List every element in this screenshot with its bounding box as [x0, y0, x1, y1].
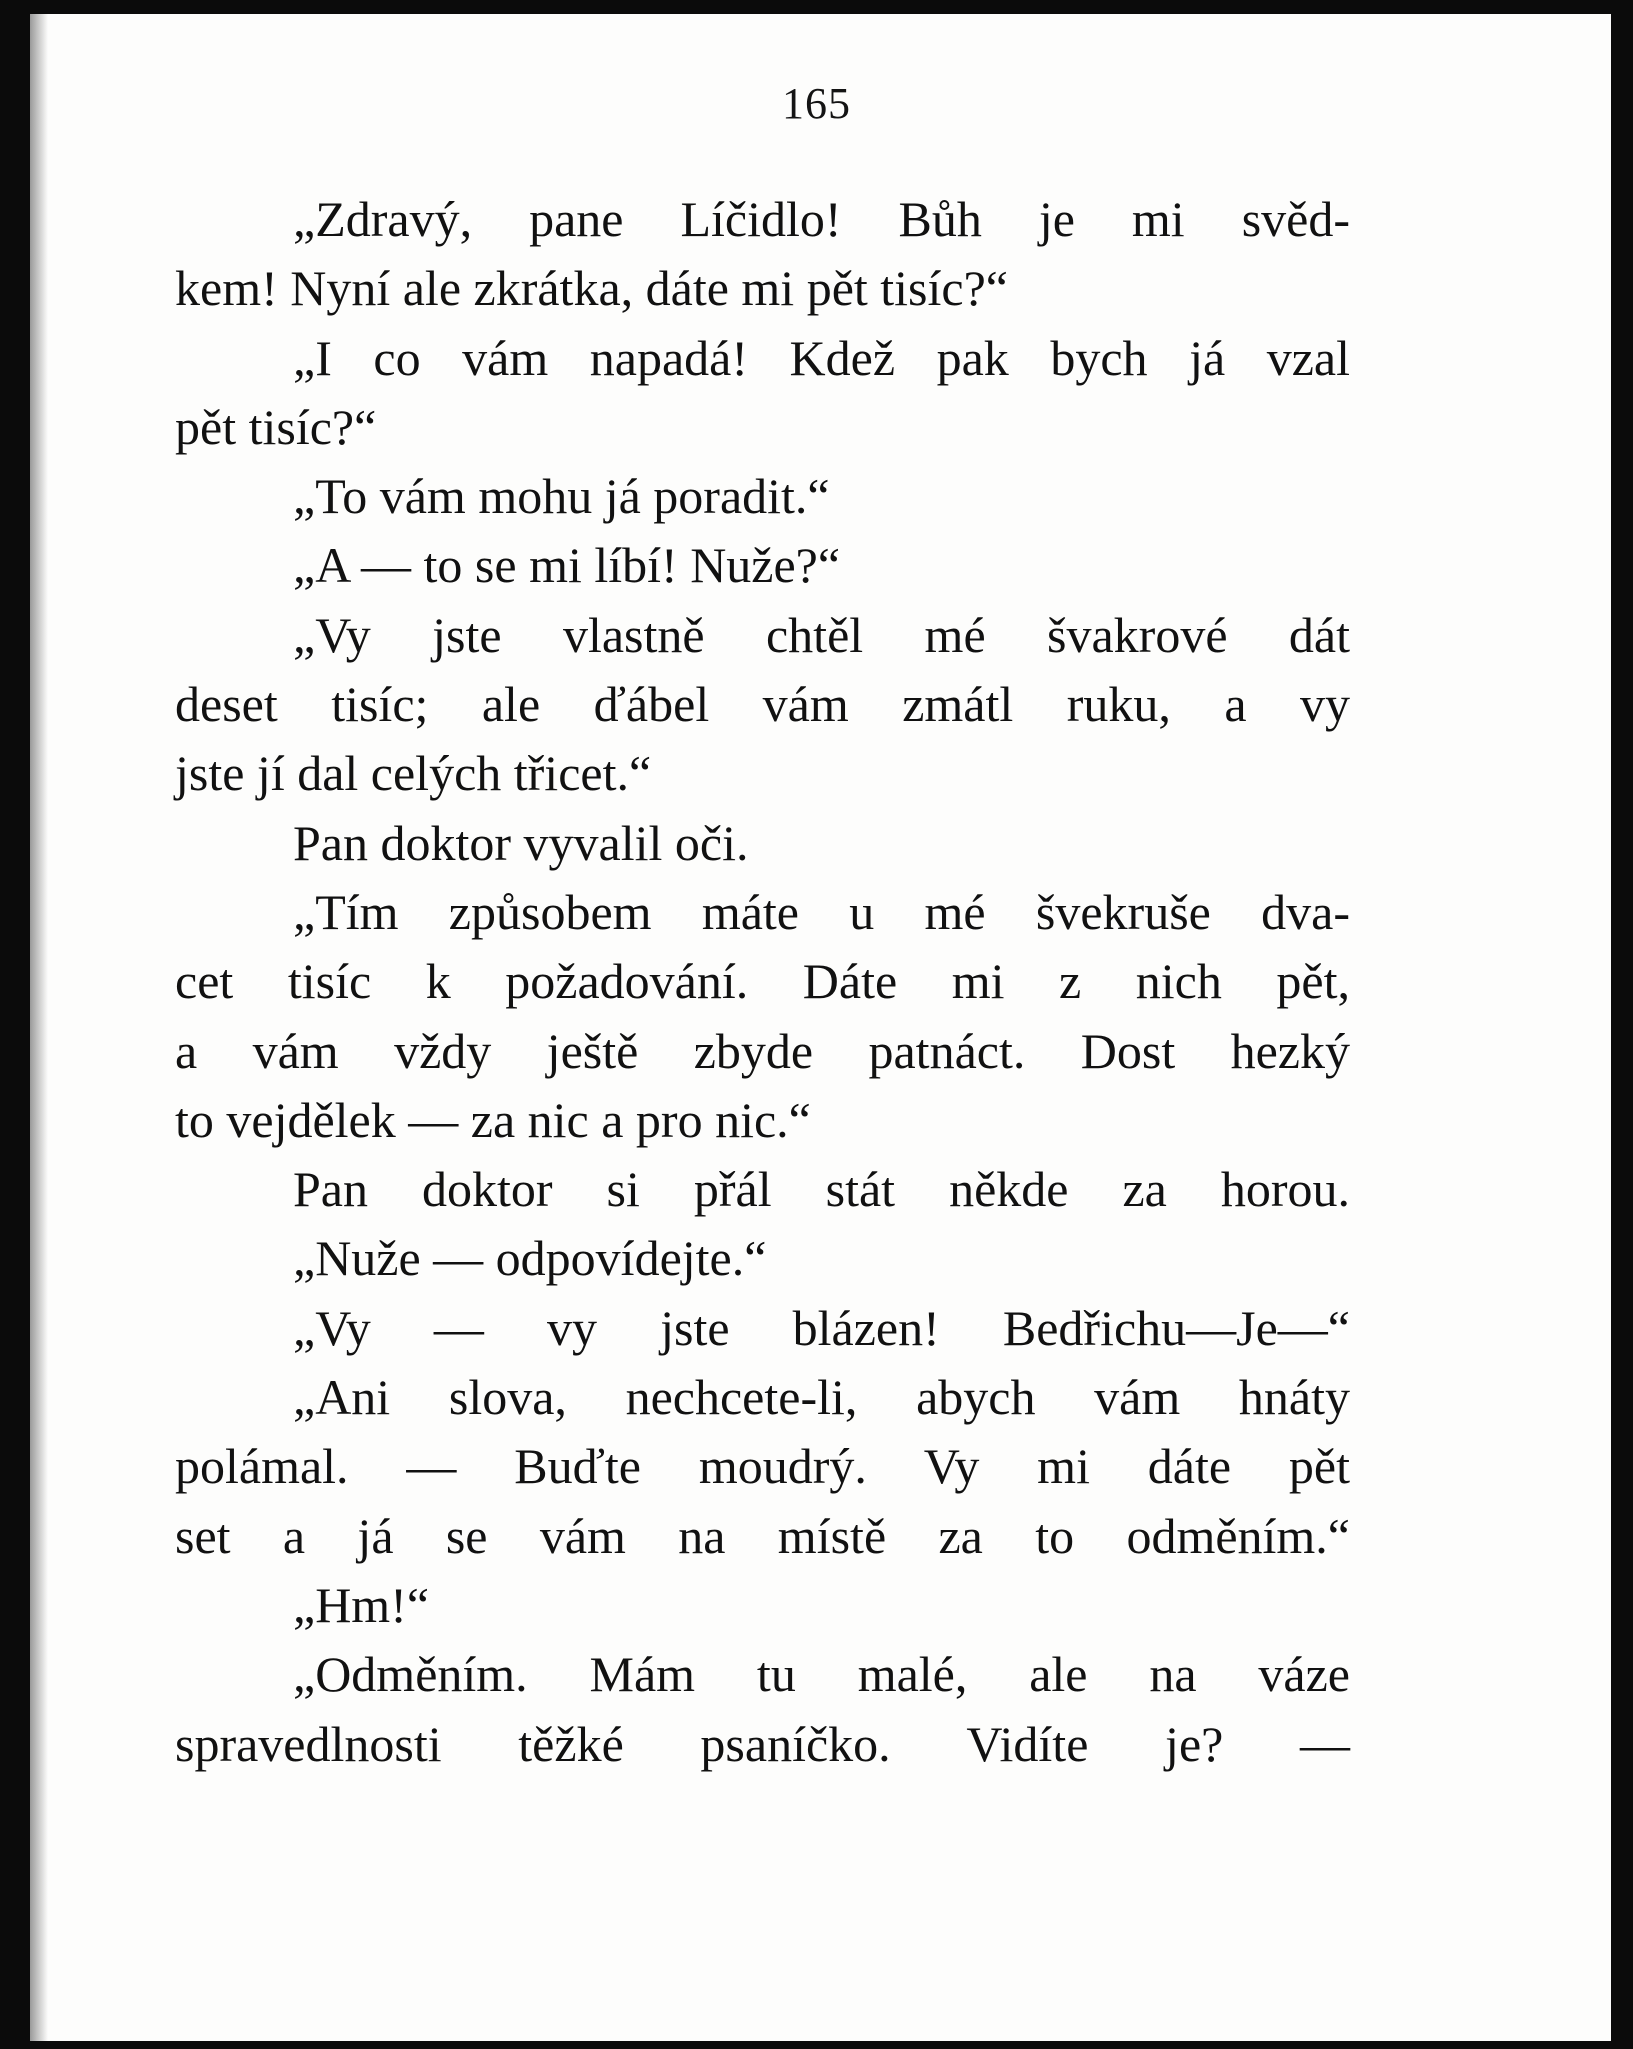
- text-line: „A — to se mi líbí! Nuže?“: [293, 537, 841, 594]
- text-line: Pan doktor si přál stát někde za horou.: [293, 1161, 1350, 1218]
- binding-shadow: [30, 14, 48, 2041]
- page-body-text: [175, 185, 1350, 1779]
- text-line: „Nuže — odpovídejte.“: [293, 1230, 767, 1287]
- text-line: „Tím způsobem máte u mé švekruše dva-: [293, 883, 1350, 940]
- text-line: to vejdělek — za nic a pro nic.“: [175, 1091, 811, 1148]
- text-line: „Zdravý, pane Líčidlo! Bůh je mi svěd-: [293, 191, 1350, 247]
- text-line: Pan doktor vyvalil oči.: [293, 814, 749, 871]
- text-line: kem! Nyní ale zkrátka, dáte mi pět tisíc?“: [175, 260, 1008, 317]
- text-line: set a já se vám na místě za to odměním.“: [175, 1507, 1350, 1564]
- text-line: polámal. — Buďte moudrý. Vy mi dáte pět: [175, 1438, 1350, 1495]
- text-line: „Hm!“: [293, 1576, 430, 1633]
- text-line: „Vy — vy jste blázen! Bedřichu—Je—“: [293, 1299, 1350, 1356]
- page-number: 165: [782, 79, 851, 128]
- text-line: „Odměním. Mám tu malé, ale na váze: [293, 1646, 1350, 1703]
- text-line: „Vy jste vlastně chtěl mé švakrové dát: [293, 606, 1350, 663]
- text-line: „I co vám napadá! Kdež pak bych já vzal: [293, 329, 1350, 386]
- text-line: a vám vždy ještě zbyde patnáct. Dost hezký: [175, 1022, 1350, 1079]
- text-line: spravedlnosti těžké psaníčko. Vidíte je? —: [175, 1715, 1350, 1772]
- text-line: „Ani slova, nechcete-li, abych vám hnáty: [293, 1369, 1350, 1426]
- text-line: jste jí dal celých třicet.“: [175, 745, 652, 802]
- text-line: pět tisíc?“: [175, 398, 377, 455]
- text-line: cet tisíc k požadování. Dáte mi z nich pět,: [175, 953, 1350, 1010]
- text-line: „To vám mohu já poradit.“: [293, 468, 830, 525]
- text-line: deset tisíc; ale ďábel vám zmátl ruku, a vy: [175, 676, 1350, 733]
